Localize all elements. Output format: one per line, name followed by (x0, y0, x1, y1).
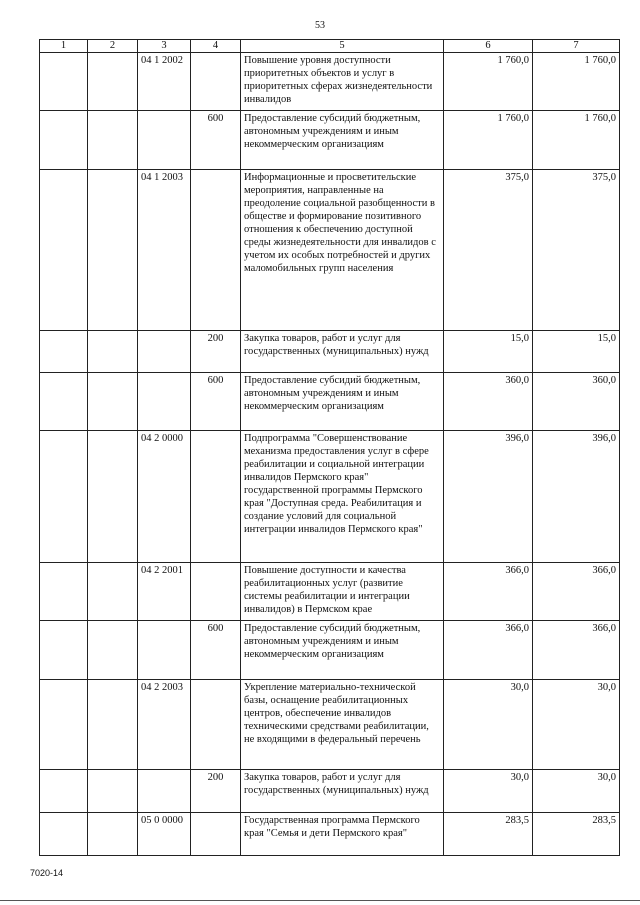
item-name: Закупка товаров, работ и услуг для государственных (муниципальных) нужд (241, 331, 444, 373)
table-row (40, 813, 620, 856)
header-col-5: 5 (241, 40, 444, 53)
target-code: 04 1 2003 (138, 170, 191, 331)
amount-col-6: 30,0 (444, 770, 533, 813)
table-row (40, 331, 620, 373)
item-name: Подпрограмма "Совершенствование механизма предоставления услуг в сфере реабилитации и социальной интеграции инвалидов Пермского края" государственной программы Пермского края "Доступная среда. Реабилитация и создание условий для социальной интеграции инвалидов Пермского края" (241, 431, 444, 563)
expense-type-code: 600 (191, 621, 241, 680)
amount-col-6: 30,0 (444, 680, 533, 770)
amount-col-6: 1 760,0 (444, 53, 533, 111)
amount-col-7: 1 760,0 (533, 53, 620, 111)
header-col-2: 2 (88, 40, 138, 53)
item-name: Государственная программа Пермского края "Семья и дети Пермского края" (241, 813, 444, 856)
target-code: 05 0 0000 (138, 813, 191, 856)
amount-col-7: 375,0 (533, 170, 620, 331)
header-row (40, 40, 620, 53)
header-col-1: 1 (40, 40, 88, 53)
table-row (40, 373, 620, 431)
table-row (40, 621, 620, 680)
amount-col-7: 283,5 (533, 813, 620, 856)
target-code: 04 2 2001 (138, 563, 191, 621)
amount-col-6: 283,5 (444, 813, 533, 856)
amount-col-7: 30,0 (533, 680, 620, 770)
expense-type-code (191, 170, 241, 331)
target-code: 04 2 0000 (138, 431, 191, 563)
amount-col-7: 366,0 (533, 563, 620, 621)
target-code: 04 1 2002 (138, 53, 191, 111)
amount-col-6: 360,0 (444, 373, 533, 431)
amount-col-6: 1 760,0 (444, 111, 533, 170)
expense-type-code (191, 813, 241, 856)
item-name: Информационные и просветительские мероприятия, направленные на преодоление социальной разобщенности в обществе и формирование позитивного отношения к обеспечению доступной среды жизнедеятельности для инвалидов с учетом их особых потребностей и других маломобильных групп населения (241, 170, 444, 331)
header-col-3: 3 (138, 40, 191, 53)
target-code (138, 770, 191, 813)
table-row (40, 53, 620, 111)
amount-col-6: 375,0 (444, 170, 533, 331)
target-code (138, 111, 191, 170)
amount-col-6: 15,0 (444, 331, 533, 373)
item-name: Повышение уровня доступности приоритетных объектов и услуг в приоритетных сферах жизнедеятельности инвалидов (241, 53, 444, 111)
item-name: Предоставление субсидий бюджетным, автономным учреждениям и иным некоммерческим организациям (241, 621, 444, 680)
expense-type-code (191, 431, 241, 563)
expense-type-code (191, 563, 241, 621)
amount-col-7: 1 760,0 (533, 111, 620, 170)
page-number: 53 (315, 20, 325, 31)
expense-type-code (191, 680, 241, 770)
target-code: 04 2 2003 (138, 680, 191, 770)
budget-table (39, 39, 620, 856)
amount-col-6: 366,0 (444, 563, 533, 621)
document-code: 7020-14 (30, 868, 64, 878)
expense-type-code (191, 53, 241, 111)
target-code (138, 373, 191, 431)
table-row (40, 563, 620, 621)
expense-type-code: 600 (191, 373, 241, 431)
amount-col-7: 15,0 (533, 331, 620, 373)
item-name: Повышение доступности и качества реабилитационных услуг (развитие системы реабилитации и интеграции инвалидов) в Пермском крае (241, 563, 444, 621)
table-row (40, 770, 620, 813)
header-col-6: 6 (444, 40, 533, 53)
table-row (40, 111, 620, 170)
table-row (40, 170, 620, 331)
header-col-4: 4 (191, 40, 241, 53)
amount-col-7: 396,0 (533, 431, 620, 563)
amount-col-7: 30,0 (533, 770, 620, 813)
amount-col-6: 366,0 (444, 621, 533, 680)
table-row (40, 431, 620, 563)
item-name: Закупка товаров, работ и услуг для государственных (муниципальных) нужд (241, 770, 444, 813)
amount-col-7: 366,0 (533, 621, 620, 680)
item-name: Укрепление материально-технической базы, оснащение реабилитационных центров, обеспечение инвалидов техническими средствами реабилитации, не входящими в федеральный перечень (241, 680, 444, 770)
item-name: Предоставление субсидий бюджетным, автономным учреждениям и иным некоммерческим организациям (241, 111, 444, 170)
expense-type-code: 600 (191, 111, 241, 170)
bottom-rule (0, 900, 640, 901)
target-code (138, 621, 191, 680)
item-name: Предоставление субсидий бюджетным, автономным учреждениям и иным некоммерческим организациям (241, 373, 444, 431)
amount-col-6: 396,0 (444, 431, 533, 563)
header-col-7: 7 (533, 40, 620, 53)
expense-type-code: 200 (191, 331, 241, 373)
target-code (138, 331, 191, 373)
amount-col-7: 360,0 (533, 373, 620, 431)
table-row (40, 680, 620, 770)
expense-type-code: 200 (191, 770, 241, 813)
